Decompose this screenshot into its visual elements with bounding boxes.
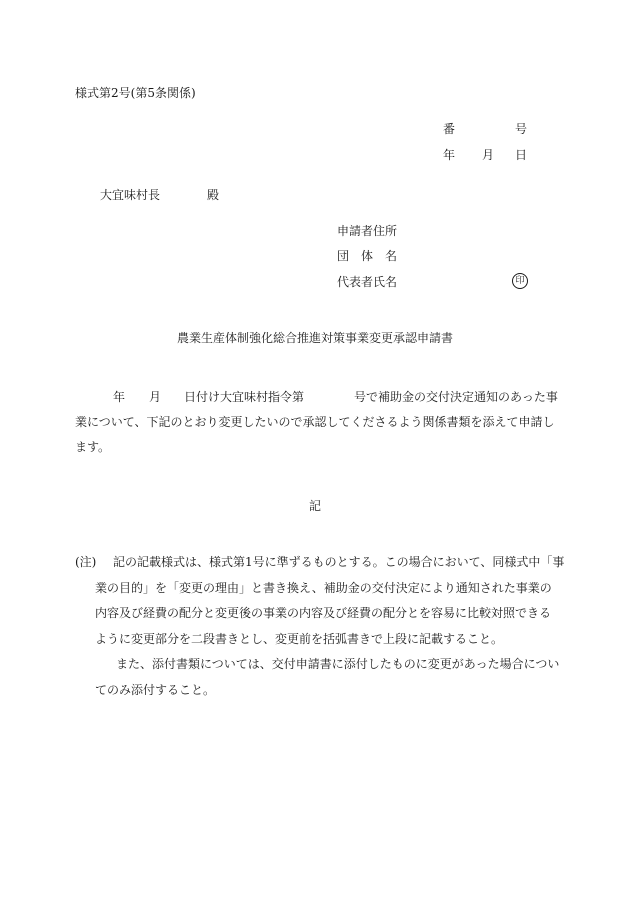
note-line6: てのみ添付すること。 (95, 683, 216, 697)
group-char-3: 名 (385, 249, 398, 263)
note-line1: 記の記載様式は、様式第1号に準ずるものとする。この場合において、同様式中「事 (113, 555, 565, 569)
number-ban: 番 (443, 122, 456, 136)
group-char-2: 体 (361, 249, 374, 263)
addressee-name: 大宜味村長 (100, 188, 161, 202)
body-day-order: 日付け大宜味村指令第 (184, 390, 305, 404)
group-char-1: 団 (337, 249, 350, 263)
date-year: 年 (443, 148, 456, 162)
date-month: 月 (482, 148, 495, 162)
note-line5: また、添付書類については、交付申請書に添付したものに変更があった場合につい (116, 657, 560, 671)
applicant-rep-label: 代表者氏名 (337, 275, 398, 289)
body-line2: 業について、下記のとおり変更したいので承認してくださるよう関係書類を添えて申請し (75, 415, 555, 429)
number-go: 号 (515, 122, 528, 136)
ki-heading: 記 (309, 499, 322, 513)
date-day: 日 (515, 148, 528, 162)
note-line4: ように変更部分を二段書きとし、変更前を括弧書きで上段に記載すること。 (95, 632, 504, 646)
applicant-group-label (337, 250, 397, 262)
seal-icon: 印 (512, 273, 528, 289)
form-label: 様式第2号(第5条関係) (75, 86, 196, 100)
body-line3: ます。 (75, 440, 111, 454)
document-title: 農業生産体制強化総合推進対策事業変更承認申請書 (177, 331, 454, 345)
addressee-honorific: 殿 (207, 188, 220, 202)
body-year: 年 (113, 390, 126, 404)
note-label: (注) (75, 555, 97, 569)
note-line3: 内容及び経費の配分と変更後の事業の内容及び経費の配分とを容易に比較対照できる (95, 606, 552, 620)
applicant-address-label: 申請者住所 (337, 224, 398, 238)
body-line1-rest: 号で補助金の交付決定通知のあった事 (354, 390, 558, 404)
note-line2: 業の目的」を「変更の理由」と書き換え、補助金の交付決定により通知された事業の (95, 581, 552, 595)
body-month: 月 (149, 390, 162, 404)
